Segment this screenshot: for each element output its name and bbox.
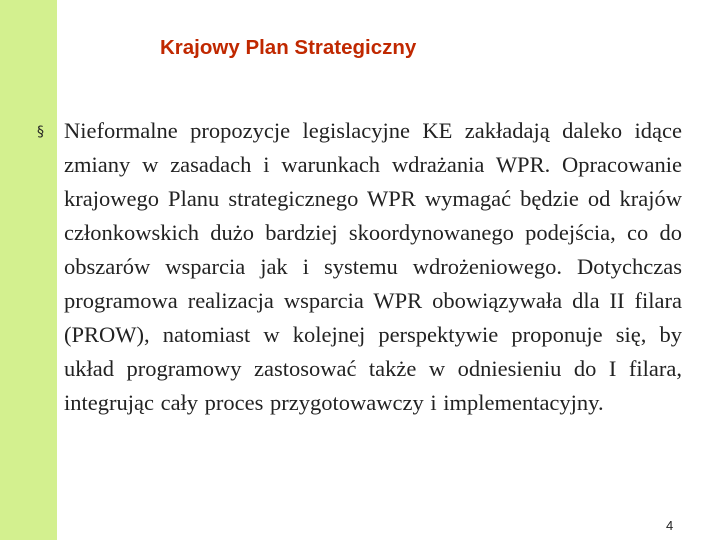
page-number: 4: [666, 518, 674, 533]
slide-title: Krajowy Plan Strategiczny: [160, 36, 417, 59]
accent-bar: [0, 0, 57, 540]
bullet-text: Nieformalne propozycje legislacyjne KE zakładają daleko idące zmiany w zasadach i warunkach wdrażania WPR. Opracowanie krajowego Planu strategicznego WPR wymagać będzie od krajów członkowskich dużo bardziej skoordynowanego podejścia, co do obszarów wsparcia jak i systemu wdrożeniowego. Dotychczas programowa realizacja wsparcia WPR obowiązywała dla II filara (PROW), natomiast w kolejnej perspektywie proponuje się, by układ programowy zastosować także w odniesieniu do I filara, integrując cały proces przygotowawczy i implementacyjny.: [64, 118, 682, 415]
bullet-marker: §: [37, 124, 44, 140]
